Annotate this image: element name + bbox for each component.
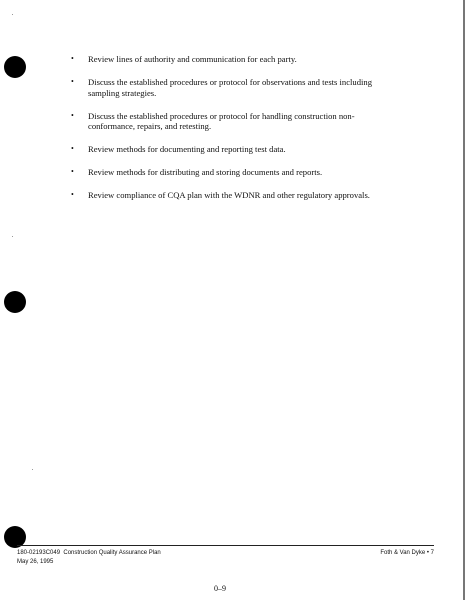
punch-hole-middle — [4, 291, 26, 313]
footer-rule — [17, 545, 434, 546]
bullet-item: • Review methods for distributing and storing documents and reports. — [70, 167, 400, 178]
page-number: 0–9 — [214, 584, 226, 593]
bullet-item: • Discuss the established procedures or protocol for observations and tests including sampling strategies. — [70, 77, 400, 98]
bullet-item: • Discuss the established procedures or protocol for handling construction non-conformance, repairs, and retesting. — [70, 111, 400, 132]
scan-speck — [12, 236, 13, 237]
footer-doc-line: 180-02193C049 Construction Quality Assurance Plan — [17, 550, 161, 556]
scan-speck — [32, 469, 33, 470]
footer-date: May 26, 1995 — [17, 559, 54, 565]
punch-hole-top — [4, 56, 26, 78]
bullet-item: • Review lines of authority and communication for each party. — [70, 54, 400, 65]
footer-company: Foth & Van Dyke • 7 — [380, 550, 434, 556]
bullet-item: • Review compliance of CQA plan with the WDNR and other regulatory approvals. — [70, 190, 400, 201]
footer-left — [17, 549, 161, 567]
scan-speck — [12, 14, 13, 15]
bullet-item: • Review methods for documenting and reporting test data. — [70, 144, 400, 155]
bullet-list — [70, 54, 400, 213]
